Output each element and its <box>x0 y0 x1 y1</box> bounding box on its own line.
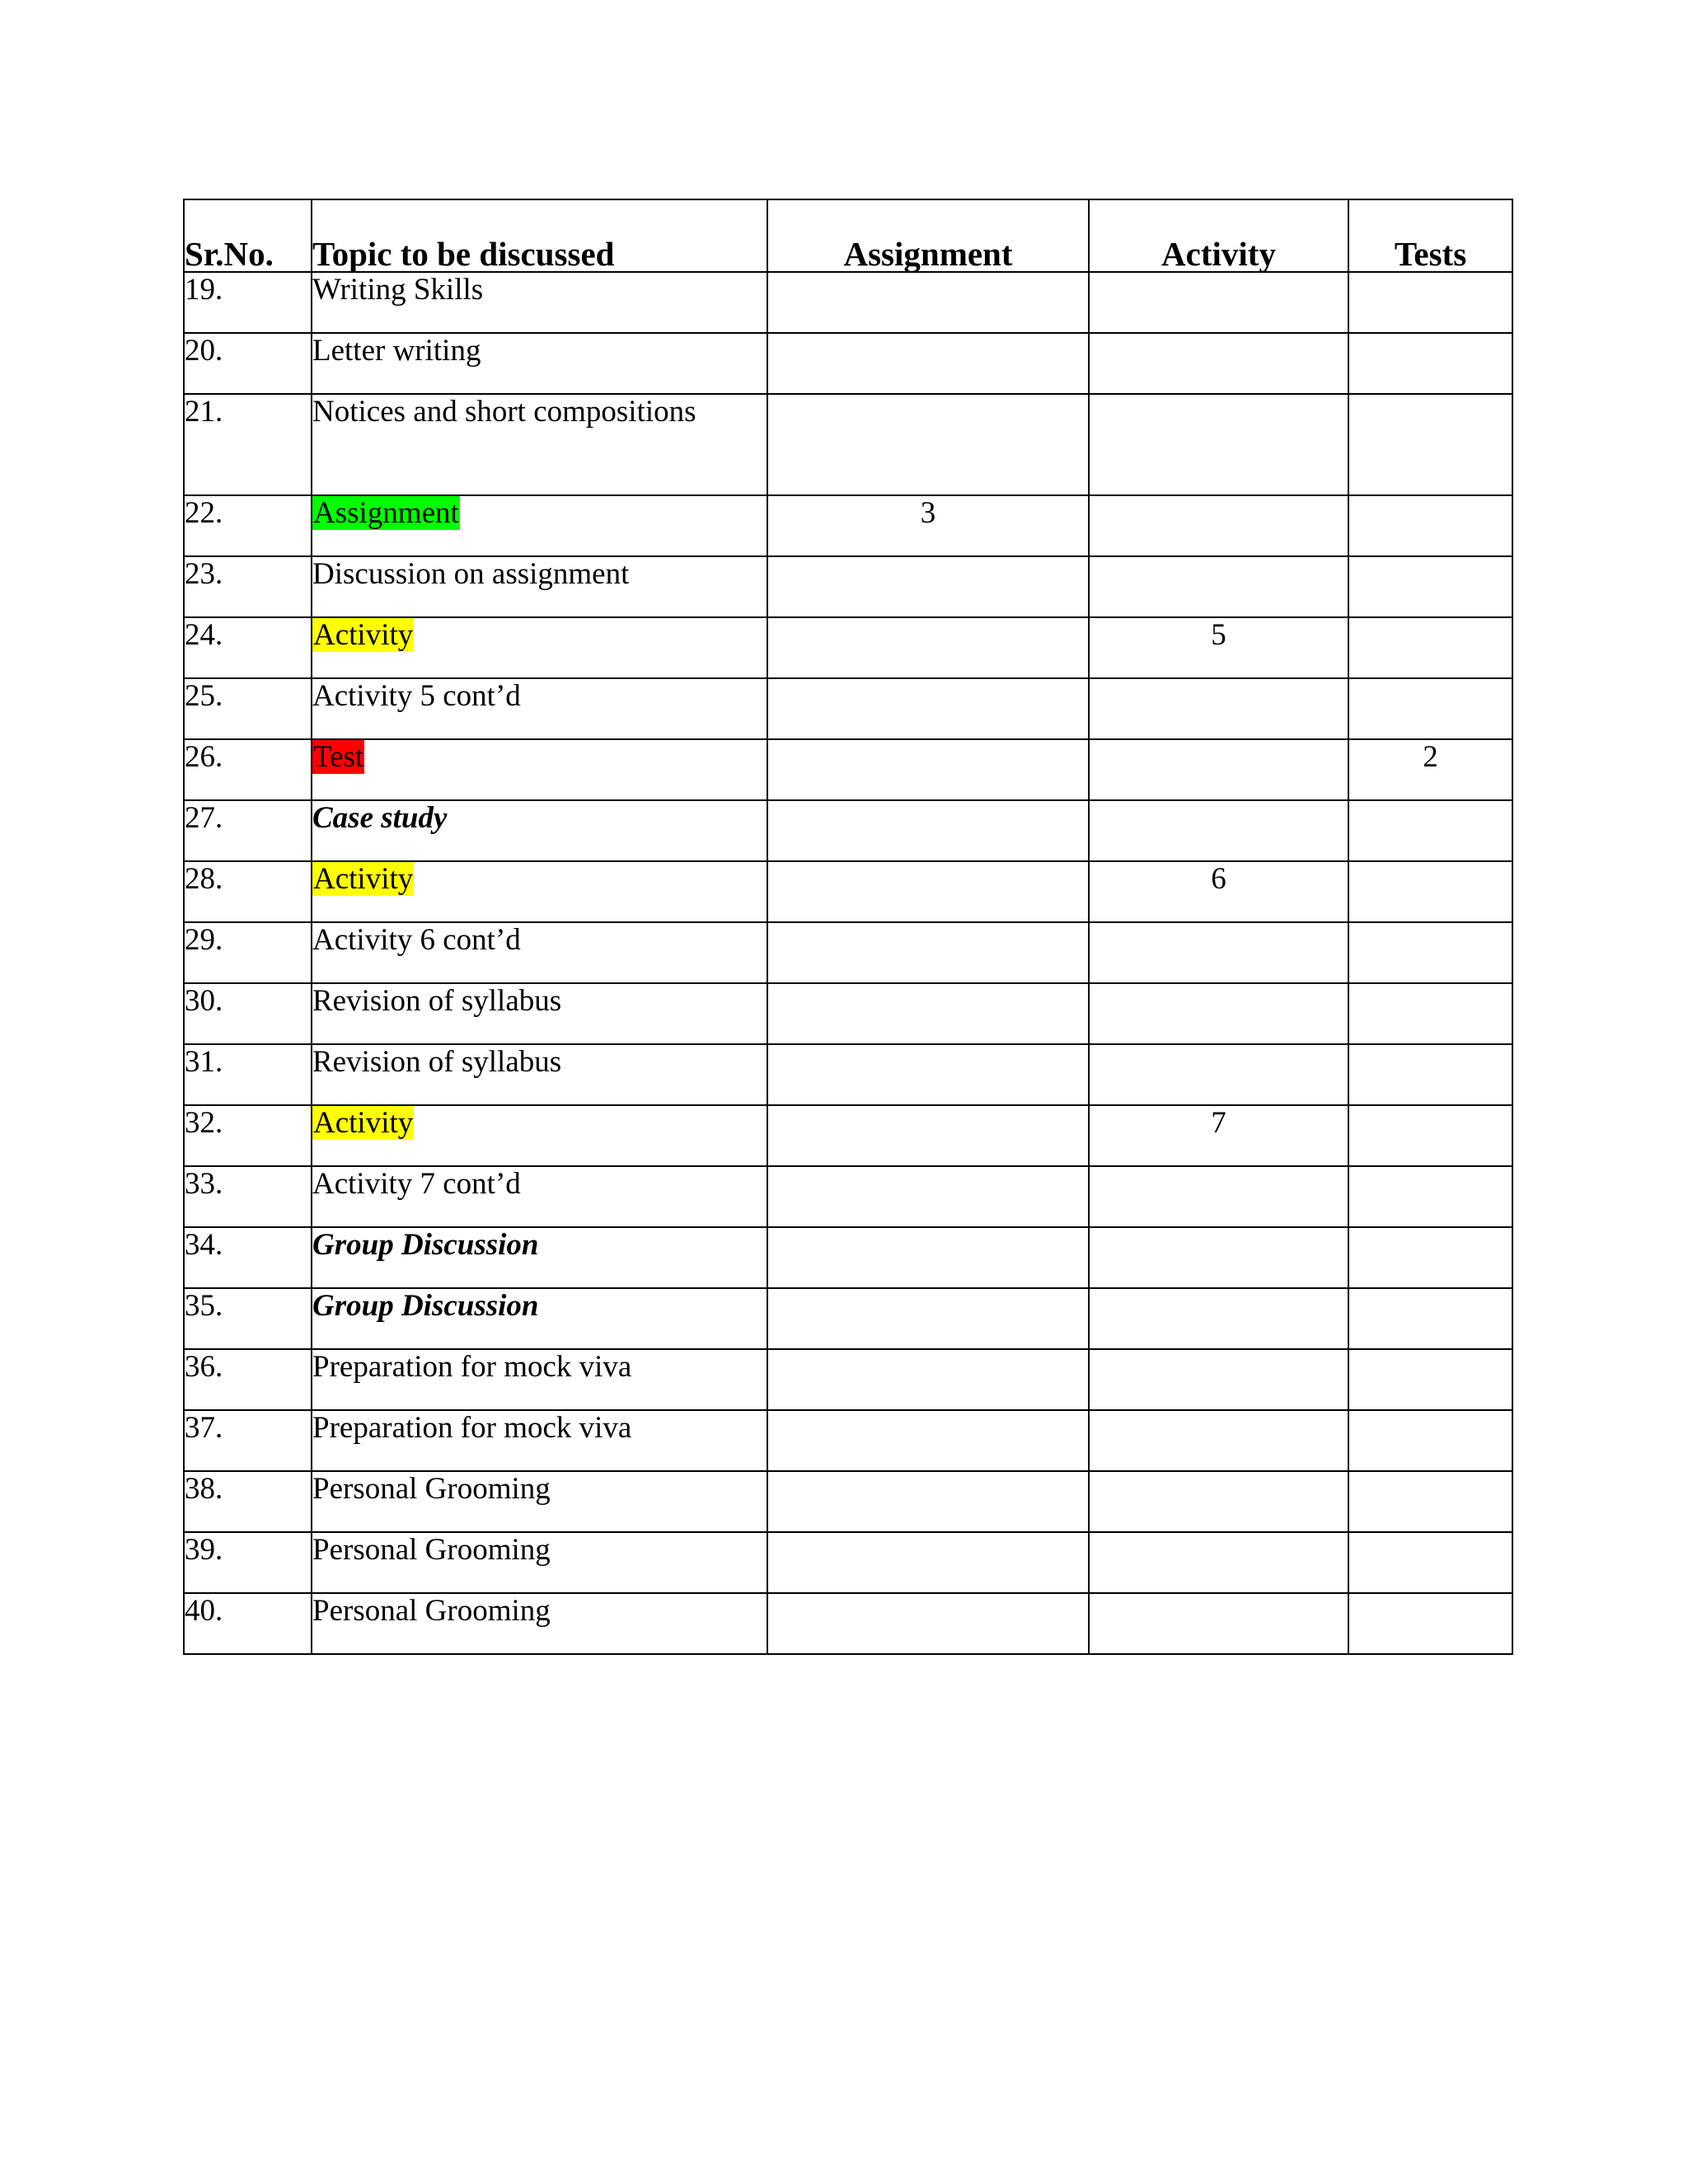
cell-activity <box>1089 1044 1348 1105</box>
cell-tests <box>1348 272 1512 333</box>
cell-topic <box>312 922 767 983</box>
cell-topic <box>312 983 767 1044</box>
cell-sr-no: 29. <box>184 922 312 983</box>
topic-highlight-yellow: Activity <box>313 862 414 896</box>
topic-text: Discussion on assignment <box>312 557 630 591</box>
cell-topic <box>312 556 767 617</box>
topic-text: Personal Grooming <box>312 1533 551 1567</box>
cell-tests <box>1348 983 1512 1044</box>
table-row <box>184 1349 1512 1410</box>
lesson-plan-table <box>183 199 1513 1655</box>
cell-assignment: 3 <box>767 495 1089 556</box>
cell-activity: 6 <box>1089 861 1348 922</box>
table-row <box>184 1593 1512 1654</box>
cell-tests <box>1348 394 1512 495</box>
topic-highlight-yellow: Activity <box>313 618 414 652</box>
cell-topic <box>312 617 767 678</box>
header-assignment: Assignment <box>767 199 1089 272</box>
cell-topic <box>312 678 767 739</box>
cell-topic <box>312 1105 767 1166</box>
cell-tests <box>1348 678 1512 739</box>
cell-tests <box>1348 1105 1512 1166</box>
table-row <box>184 1166 1512 1227</box>
cell-topic <box>312 1349 767 1410</box>
table-row <box>184 1471 1512 1532</box>
cell-tests <box>1348 1166 1512 1227</box>
cell-assignment <box>767 617 1089 678</box>
cell-sr-no: 40. <box>184 1593 312 1654</box>
cell-tests <box>1348 1532 1512 1593</box>
cell-topic <box>312 1593 767 1654</box>
cell-topic <box>312 1532 767 1593</box>
table-row <box>184 861 1512 922</box>
cell-sr-no: 32. <box>184 1105 312 1166</box>
cell-topic <box>312 495 767 556</box>
cell-assignment <box>767 1288 1089 1349</box>
table-row <box>184 1044 1512 1105</box>
table-row <box>184 495 1512 556</box>
cell-assignment <box>767 1532 1089 1593</box>
table-row <box>184 800 1512 861</box>
cell-activity <box>1089 556 1348 617</box>
topic-text: Letter writing <box>312 334 481 368</box>
cell-topic <box>312 1044 767 1105</box>
cell-topic <box>312 739 767 800</box>
cell-sr-no: 24. <box>184 617 312 678</box>
cell-activity <box>1089 800 1348 861</box>
cell-activity <box>1089 983 1348 1044</box>
cell-assignment <box>767 1593 1089 1654</box>
cell-sr-no: 39. <box>184 1532 312 1593</box>
topic-text: Activity 7 cont’d <box>312 1167 521 1201</box>
cell-assignment <box>767 1410 1089 1471</box>
topic-text: Preparation for mock viva <box>312 1350 632 1384</box>
cell-assignment <box>767 1166 1089 1227</box>
cell-assignment <box>767 333 1089 394</box>
cell-topic <box>312 1288 767 1349</box>
cell-activity <box>1089 739 1348 800</box>
cell-assignment <box>767 1471 1089 1532</box>
topic-text: Activity 6 cont’d <box>312 923 521 957</box>
cell-activity <box>1089 1471 1348 1532</box>
cell-tests <box>1348 556 1512 617</box>
cell-sr-no: 30. <box>184 983 312 1044</box>
cell-tests <box>1348 1471 1512 1532</box>
topic-highlight-yellow: Activity <box>313 1106 414 1140</box>
table-row <box>184 1288 1512 1349</box>
cell-assignment <box>767 800 1089 861</box>
cell-assignment <box>767 861 1089 922</box>
topic-text: Writing Skills <box>312 273 484 307</box>
cell-assignment <box>767 394 1089 495</box>
cell-assignment <box>767 556 1089 617</box>
cell-activity: 5 <box>1089 617 1348 678</box>
cell-sr-no: 36. <box>184 1349 312 1410</box>
cell-topic <box>312 1166 767 1227</box>
cell-tests <box>1348 1044 1512 1105</box>
cell-assignment <box>767 922 1089 983</box>
cell-activity <box>1089 1410 1348 1471</box>
table-row <box>184 1227 1512 1288</box>
table-row <box>184 983 1512 1044</box>
cell-sr-no: 34. <box>184 1227 312 1288</box>
cell-tests <box>1348 495 1512 556</box>
table-row <box>184 617 1512 678</box>
cell-topic <box>312 861 767 922</box>
cell-activity <box>1089 333 1348 394</box>
topic-text-bold-italic: Group Discussion <box>312 1289 539 1323</box>
topic-text: Personal Grooming <box>312 1594 551 1628</box>
topic-highlight-red: Test <box>313 740 364 774</box>
cell-activity <box>1089 678 1348 739</box>
cell-topic <box>312 1471 767 1532</box>
cell-sr-no: 25. <box>184 678 312 739</box>
table-row <box>184 739 1512 800</box>
cell-assignment <box>767 1044 1089 1105</box>
cell-sr-no: 26. <box>184 739 312 800</box>
cell-sr-no: 23. <box>184 556 312 617</box>
table-row <box>184 333 1512 394</box>
table-row <box>184 1410 1512 1471</box>
cell-sr-no: 31. <box>184 1044 312 1105</box>
topic-text: Revision of syllabus <box>312 1045 562 1079</box>
cell-activity <box>1089 1349 1348 1410</box>
cell-assignment <box>767 1227 1089 1288</box>
cell-sr-no: 37. <box>184 1410 312 1471</box>
cell-tests <box>1348 861 1512 922</box>
topic-text: Personal Grooming <box>312 1472 551 1506</box>
table-row <box>184 1532 1512 1593</box>
table-row <box>184 272 1512 333</box>
cell-activity: 7 <box>1089 1105 1348 1166</box>
topic-text: Revision of syllabus <box>312 984 562 1018</box>
topic-text: Preparation for mock viva <box>312 1411 632 1445</box>
cell-tests <box>1348 800 1512 861</box>
cell-activity <box>1089 272 1348 333</box>
header-tests: Tests <box>1348 199 1512 272</box>
cell-sr-no: 27. <box>184 800 312 861</box>
cell-sr-no: 22. <box>184 495 312 556</box>
cell-sr-no: 38. <box>184 1471 312 1532</box>
cell-topic <box>312 1410 767 1471</box>
cell-topic <box>312 800 767 861</box>
header-activity: Activity <box>1089 199 1348 272</box>
cell-tests <box>1348 1288 1512 1349</box>
cell-topic <box>312 394 767 495</box>
cell-tests <box>1348 333 1512 394</box>
cell-activity <box>1089 1288 1348 1349</box>
cell-tests <box>1348 1227 1512 1288</box>
cell-tests <box>1348 1349 1512 1410</box>
cell-topic <box>312 1227 767 1288</box>
cell-activity <box>1089 1532 1348 1593</box>
cell-activity <box>1089 1227 1348 1288</box>
cell-activity <box>1089 922 1348 983</box>
cell-sr-no: 20. <box>184 333 312 394</box>
cell-topic <box>312 333 767 394</box>
cell-assignment <box>767 678 1089 739</box>
cell-assignment <box>767 272 1089 333</box>
table-row <box>184 678 1512 739</box>
topic-text: Activity 5 cont’d <box>312 679 521 713</box>
cell-tests <box>1348 1593 1512 1654</box>
cell-sr-no: 28. <box>184 861 312 922</box>
table-row <box>184 394 1512 495</box>
cell-tests <box>1348 1410 1512 1471</box>
table-row <box>184 1105 1512 1166</box>
cell-tests: 2 <box>1348 739 1512 800</box>
cell-sr-no: 21. <box>184 394 312 495</box>
cell-activity <box>1089 394 1348 495</box>
cell-activity <box>1089 1166 1348 1227</box>
cell-activity <box>1089 1593 1348 1654</box>
cell-sr-no: 33. <box>184 1166 312 1227</box>
cell-sr-no: 19. <box>184 272 312 333</box>
table-row <box>184 556 1512 617</box>
cell-assignment <box>767 983 1089 1044</box>
table-header-row <box>184 199 1512 272</box>
cell-topic <box>312 272 767 333</box>
header-sr-no: Sr.No. <box>184 199 312 272</box>
cell-tests <box>1348 617 1512 678</box>
topic-text: Notices and short compositions <box>312 395 696 429</box>
header-topic: Topic to be discussed <box>312 199 767 272</box>
topic-highlight-green: Assignment <box>313 496 459 530</box>
table-row <box>184 922 1512 983</box>
cell-assignment <box>767 739 1089 800</box>
topic-text-bold-italic: Group Discussion <box>312 1228 539 1262</box>
topic-text-bold-italic: Case study <box>312 801 448 835</box>
cell-assignment <box>767 1349 1089 1410</box>
cell-sr-no: 35. <box>184 1288 312 1349</box>
cell-activity <box>1089 495 1348 556</box>
cell-tests <box>1348 922 1512 983</box>
cell-assignment <box>767 1105 1089 1166</box>
